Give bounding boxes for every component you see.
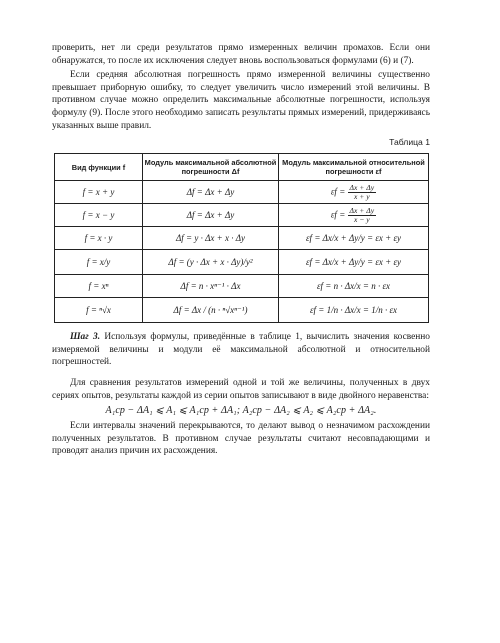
step-3-label: Шаг 3.: [70, 332, 101, 343]
step-3-text: Используя формулы, приведённые в таблице 1, вычислить значения косвенно измеряемой величины и модули её максимальной абсолютной и относительной погрешностей.: [52, 332, 430, 368]
cell-function: f = x/y: [55, 250, 143, 275]
header-function: Вид функции f: [55, 154, 143, 181]
table-row: [55, 227, 429, 250]
table-row: [55, 250, 429, 275]
cell-absolute: Δf = Δx + Δy: [143, 204, 279, 227]
rel-numerator: Δx + Δy: [349, 182, 375, 192]
table-row: [55, 204, 429, 227]
rel-denominator: x + y: [353, 191, 370, 201]
table-header-row: [55, 154, 429, 181]
paragraph-3: Для сравнения результатов измерений одной и той же величины, полученных в двух сериях опытов, результаты каждой из серии опытов записывают в виде двойного неравенства:: [52, 377, 430, 401]
paragraph-4: Если интервалы значений перекрываются, то делают вывод о незначимом расхождении полученных результатов. В противном случае результаты считают несовпадающими и проводят анализ причин их расхождения.: [52, 421, 430, 457]
cell-function: f = xⁿ: [55, 275, 143, 298]
table-row: [55, 275, 429, 298]
table-row: [55, 181, 429, 204]
cell-absolute: Δf = y · Δx + x · Δy: [143, 227, 279, 250]
rel-numerator: Δx + Δy: [349, 205, 375, 215]
step-3-paragraph: [52, 331, 430, 369]
rel-prefix: εf =: [330, 209, 346, 220]
cell-relative: εf = 1/n · Δx/x = 1/n · εx: [279, 298, 429, 323]
cell-function: f = ⁿ√x: [55, 298, 143, 323]
cell-relative: εf = Δx/x + Δy/y = εx + εy: [279, 227, 429, 250]
cell-relative: εf = n · Δx/x = n · εx: [279, 275, 429, 298]
cell-absolute: Δf = (y · Δx + x · Δy)/y²: [143, 250, 279, 275]
paragraph-2: Если средняя абсолютная погрешность прямо измеренной величины существенно превышает приборную ошибку, то следует увеличить число измерений этой величины. В противном случае можно определить максимальные абсолютные погрешности, используя формулу (9). После этого необходимо записать результаты прямых измерений, придерживаясь указанных выше правил.: [52, 70, 430, 131]
rel-fraction: [348, 207, 377, 224]
cell-absolute: Δf = Δx + Δy: [143, 181, 279, 204]
cell-relative: [279, 204, 429, 227]
document-page: [52, 42, 430, 458]
double-inequality-formula: A₁ср − ΔA₁ ⩽ A₁ ⩽ A₁ср + ΔA₁; A₂ср − ΔA₂ ⩽ A₂ ⩽ A₂ср + ΔA₂.: [105, 405, 377, 417]
rel-denominator: x − y: [353, 214, 370, 224]
cell-function: f = x − y: [55, 204, 143, 227]
cell-relative: [279, 181, 429, 204]
cell-absolute: Δf = Δx / (n · ⁿ√xⁿ⁻¹): [143, 298, 279, 323]
table-row: [55, 298, 429, 323]
header-absolute-error: Модуль максимальной абсолютной погрешности Δf: [143, 154, 279, 181]
rel-prefix: εf =: [330, 186, 346, 197]
rel-fraction: [348, 184, 377, 201]
cell-function: f = x · y: [55, 227, 143, 250]
paragraph-1: проверить, нет ли среди результатов прямо измеренных величин промахов. Если они обнаружатся, то после их исключения следует вновь воспользоваться формулами (6) и (7).: [52, 43, 430, 66]
header-relative-error: Модуль максимальной относительной погрешности εf: [279, 154, 429, 181]
table-caption: Таблица 1: [389, 137, 430, 148]
error-formulas-table: [54, 153, 429, 323]
cell-relative: εf = Δx/x + Δy/y = εx + εy: [279, 250, 429, 275]
cell-absolute: Δf = n · xⁿ⁻¹ · Δx: [143, 275, 279, 298]
cell-function: f = x + y: [55, 181, 143, 204]
